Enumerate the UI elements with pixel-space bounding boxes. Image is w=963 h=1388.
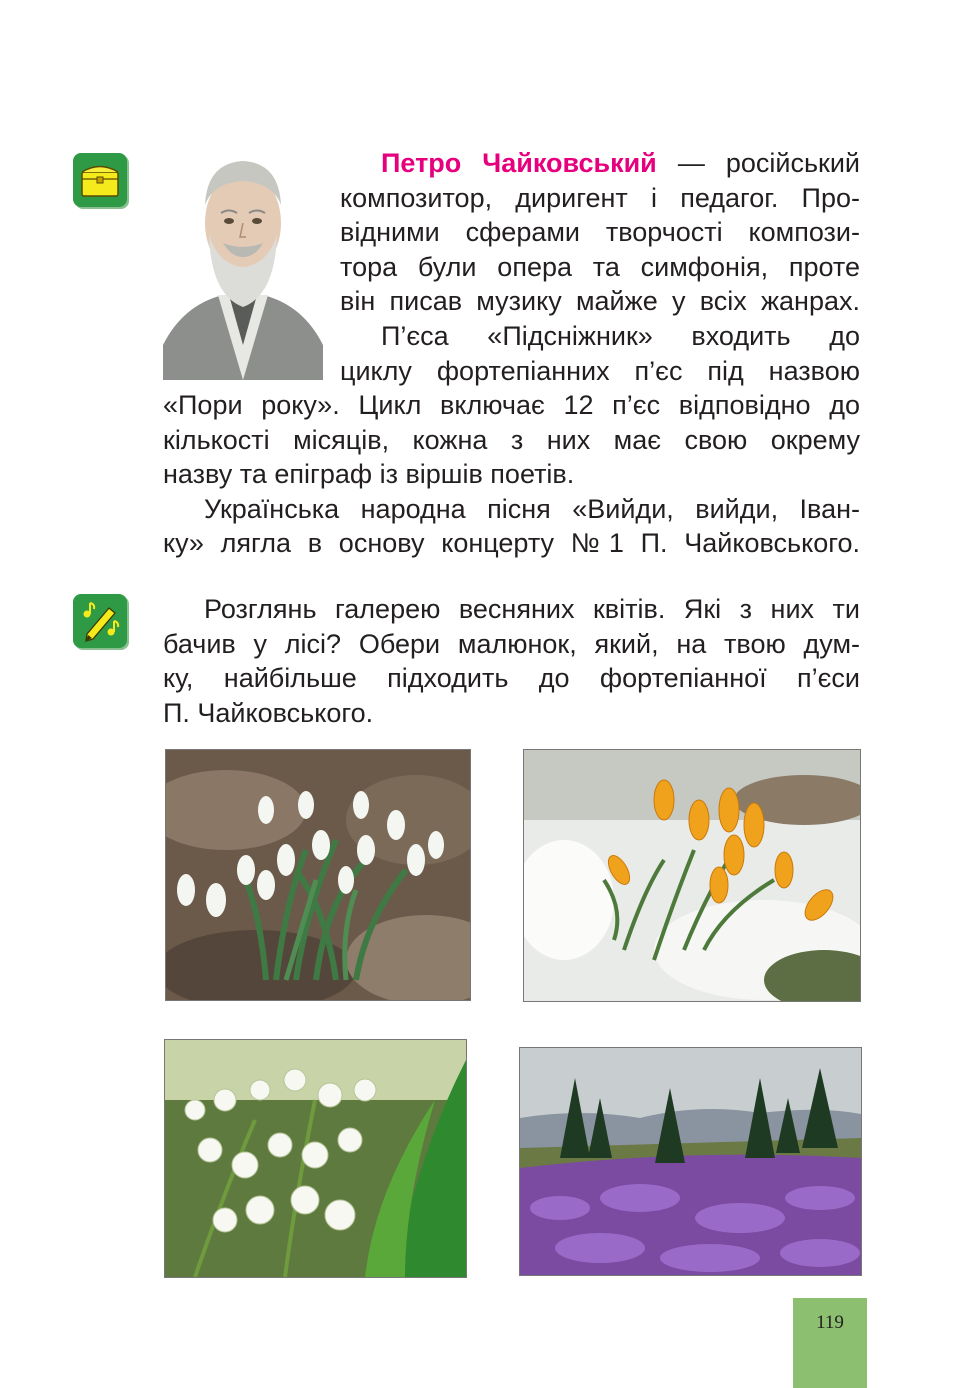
text-line: композитор, диригент і педагог. Про- xyxy=(340,182,860,213)
text-line: ку» лягла в основу концерту №1 П. Чайковського. xyxy=(163,528,860,559)
lily-of-the-valley-photo xyxy=(164,1039,467,1278)
cycle-paragraph xyxy=(163,388,860,561)
text-line: «Пори року». Цикл включає 12 п’єс відповідно до xyxy=(163,390,860,420)
text-line xyxy=(340,146,860,181)
text-line: кількості місяців, кожна з них має свою окрему xyxy=(163,424,860,455)
page-number: 119 xyxy=(816,1312,844,1333)
text-line: ку, найбільше підходить до фортепіанної п’єси xyxy=(163,663,860,694)
text-line: тора були опера та симфонія, проте xyxy=(340,251,860,282)
page-number-tab xyxy=(793,1298,867,1388)
text-line: П. Чайковського. xyxy=(163,697,374,728)
snowdrops-photo xyxy=(165,749,471,1001)
text-line: П’єса «Підсніжник» входить до xyxy=(381,320,860,351)
text-line: бачив у лісі? Обери малюнок, який, на твою дум- xyxy=(163,628,860,659)
music-pencil-icon xyxy=(73,594,127,648)
task-paragraph xyxy=(163,592,860,730)
composer-paragraph xyxy=(340,146,860,388)
text-fragment: — російський xyxy=(656,148,860,178)
text-line: Розглянь галерею весняних квітів. Які з них ти xyxy=(204,594,860,624)
text-line: циклу фортепіанних п’єс під назвою xyxy=(340,355,860,386)
text-line: Українська народна пісня «Вийди, вийди, Іван- xyxy=(204,493,860,524)
crocus-meadow-photo xyxy=(519,1047,862,1276)
text-line: він писав музику майже у всіх жанрах. xyxy=(340,286,860,317)
crocuses-snow-photo xyxy=(523,749,861,1002)
chest-icon xyxy=(73,153,127,207)
text-line: відними сферами творчості компози- xyxy=(340,217,860,248)
text-line: назву та епіграф із віршів поетів. xyxy=(163,459,575,490)
composer-name: Петро Чайковський xyxy=(381,148,657,178)
tchaikovsky-portrait xyxy=(163,145,323,380)
